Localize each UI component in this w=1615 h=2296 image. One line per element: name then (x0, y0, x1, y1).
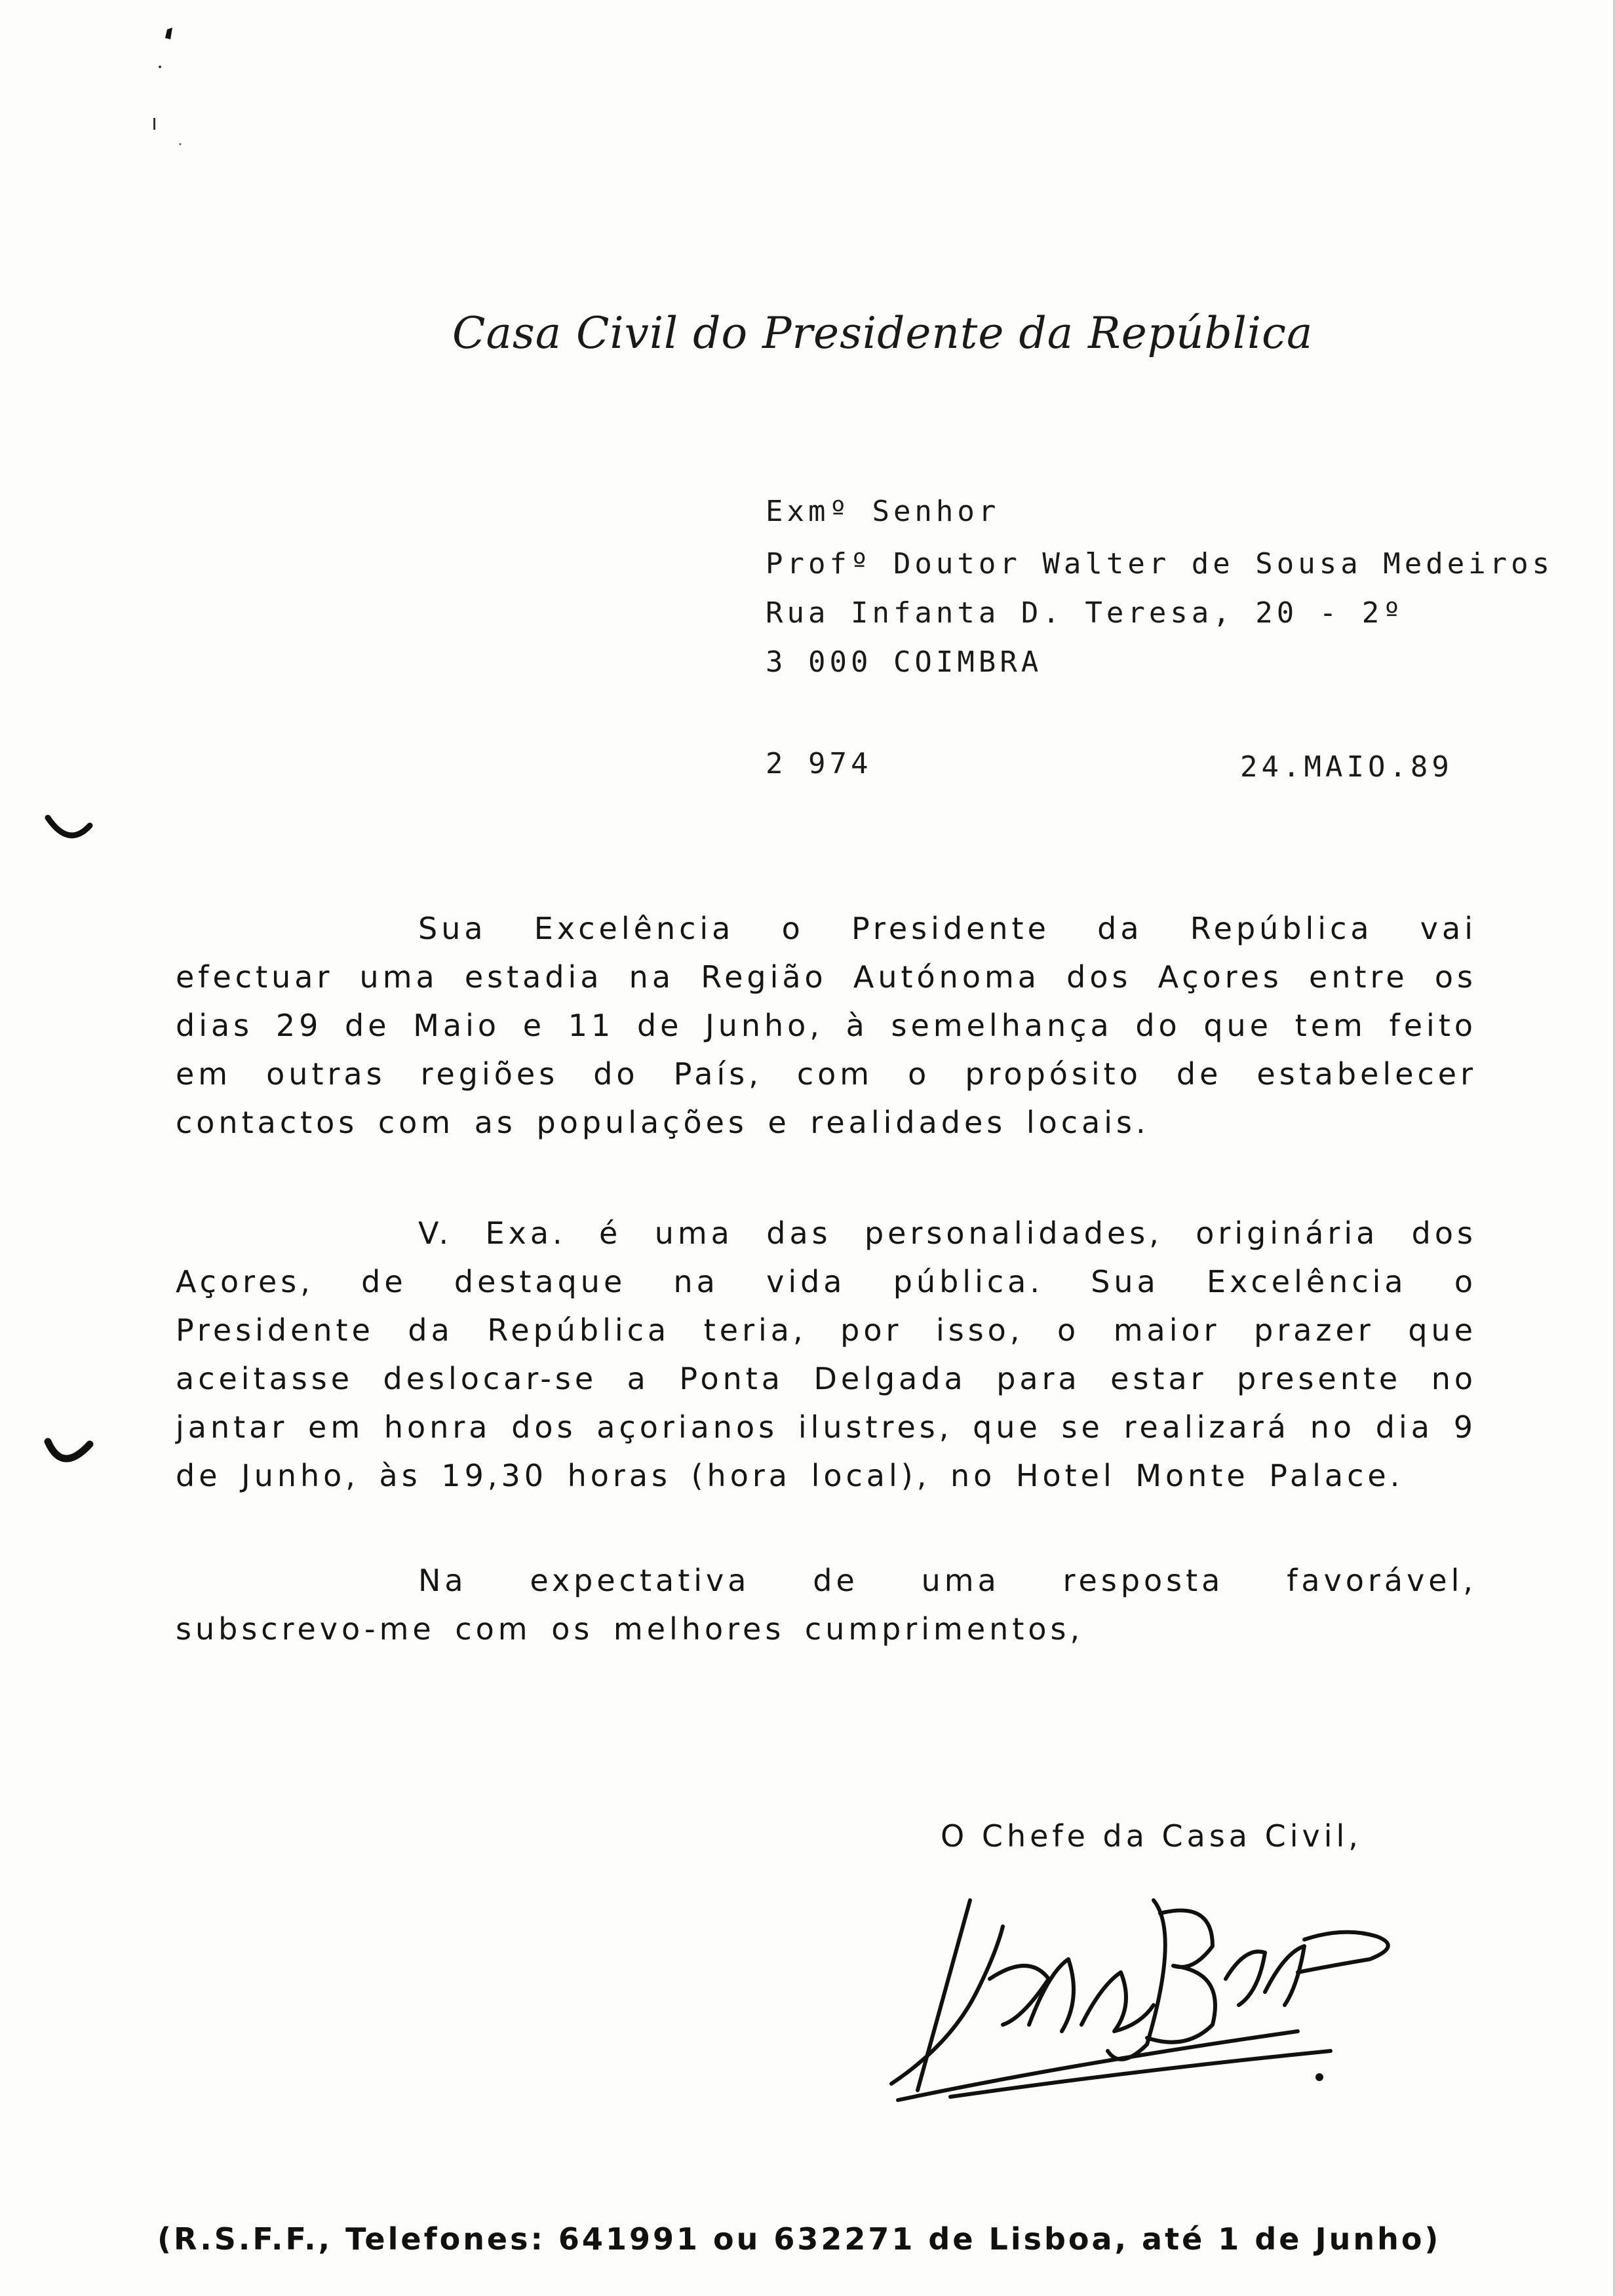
recipient-salutation: Exmº Senhor (766, 495, 1000, 528)
handwritten-signature (872, 1874, 1409, 2110)
letterhead: Casa Civil do Presidente da República (452, 308, 1313, 358)
recipient-name: Profº Doutor Walter de Sousa Medeiros (766, 547, 1554, 581)
letter-date: 24.MAIO.89 (1240, 750, 1453, 784)
body-paragraph-3: Na expectativa de uma resposta favorável, subscrevo-me com os melhores cumprimentos, (176, 1563, 1477, 1647)
punch-hole-mark-bottom (43, 1435, 95, 1481)
punch-hole-mark-top (43, 813, 95, 852)
closing-title: O Chefe da Casa Civil, (941, 1818, 1362, 1854)
body-paragraph-2: V. Exa. é uma das personalidades, originária dos Açores, de destaque na vida pública. Sua Excelência o Presidente da República teria, por isso, o maior prazer que aceitasse deslocar-se a Ponta Delgada para estar presente no jantar em honra dos açorianos ilustres, que se realizará no dia 9 de Junho, às 19,30 horas (hora local), no Hotel Monte Palace. (176, 1215, 1477, 1493)
body-paragraph-1: Sua Excelência o Presidente da República vai efectuar uma estadia na Região Autónoma dos Açores entre os dias 29 de Maio e 11 de Junho, à semelhança do que tem feito em outras regiões do País, com o propósito de estabelecer contactos com as populações e realidades locais. (176, 911, 1477, 1140)
footer-rsvp-note: (R.S.F.F., Telefones: 641991 ou 632271 de Lisboa, até 1 de Junho) (157, 2221, 1441, 2257)
recipient-street: Rua Infanta D. Teresa, 20 - 2º (766, 596, 1405, 630)
recipient-city: 3 000 COIMBRA (766, 645, 1043, 679)
reference-number: 2 974 (766, 747, 872, 780)
scan-speck-marks (151, 20, 197, 164)
